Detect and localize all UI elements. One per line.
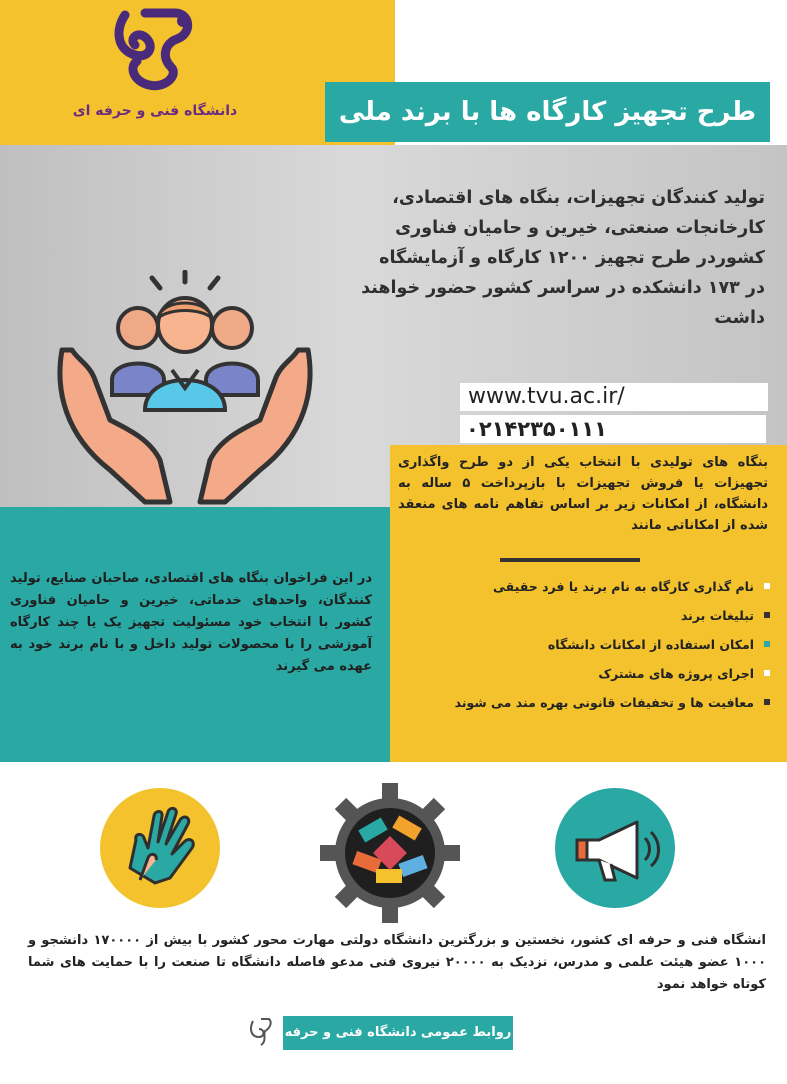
yellow-paragraph: بنگاه های تولیدی با انتخاب یکی از دو طرح واگذاری تجهیزات یا فروش تجهیزات با بازپرداخت ۵ ساله به دانشگاه، از امکانات زیر بر اساس تفاهم نامه های منعقد شده از امکاناتی مانند (398, 455, 769, 533)
phone-number: ۰۲۱۴۲۳۵۰۱۱۱ (460, 415, 766, 443)
bottom-paragraph: انشگاه فنی و حرفه ای کشور، نخستین و بزرگترین دانشگاه دولتی مهارت محور کشور با بیش از ۱۷۰۰۰۰ دانشجو و ۱۰۰۰ عضو هیئت علمی و مدرس، نزدیک به ۲۰۰۰۰ نیروی فنی مدعو فاصله دانشگاه تا صنعت را با حمایت های شما کوتاه خواهد نمود (28, 933, 767, 992)
section-divider (500, 558, 640, 562)
footer-label: روابط عمومی دانشگاه فنی و حرفه ای (283, 1016, 513, 1050)
website-link[interactable]: www.tvu.ac.ir/ (460, 383, 768, 411)
megaphone-icon (555, 788, 675, 908)
benefits-list (440, 572, 770, 717)
teal-paragraph: در این فراخوان بنگاه های اقتصادی، صاحبان صنایع، تولید کنندگان، واحدهای خدماتی، خیرین و حامیان فناوری کشور با انتخاب خود مسئولیت تجهیز یک یا چند کارگاه آموزشی را با محصولات تولید داخل و با نام برند خود به عهده می گیرند (10, 571, 372, 674)
hands-people-icon (50, 270, 320, 510)
bullet-icon (764, 670, 770, 676)
list-item: تبلیغات برند (440, 601, 770, 630)
list-item: امکان استفاده از امکانات دانشگاه (440, 630, 770, 659)
list-item: معافیت ها و تخفیفات قانونی بهره مند می شوند (440, 688, 770, 717)
page-title: طرح تجهیز کارگاه ها با برند ملی (325, 82, 770, 142)
university-logo (105, 5, 205, 95)
puzzle-gear-icon (320, 783, 460, 923)
bullet-icon (764, 612, 770, 618)
small-logo-icon (245, 1015, 275, 1049)
bullet-icon (764, 641, 770, 647)
intro-paragraph: تولید کنندگان تجهیزات، بنگاه های اقتصادی، کارخانجات صنعتی، خیرین و حامیان فناوری کشوردر طرح تجهیز ۱۲۰۰ کارگاه و آزمایشگاه در ۱۷۳ دانشکده در سراسر کشور حضور خواهند داشت (361, 188, 765, 328)
bullet-icon (764, 699, 770, 705)
list-item: اجرای پروژه های مشترک (440, 659, 770, 688)
bullet-icon (764, 583, 770, 589)
list-item: نام گذاری کارگاه به نام برند یا فرد حقیقی (440, 572, 770, 601)
handshake-icon (100, 788, 220, 908)
logo-caption: دانشگاه فنی و حرفه ای (72, 103, 238, 119)
